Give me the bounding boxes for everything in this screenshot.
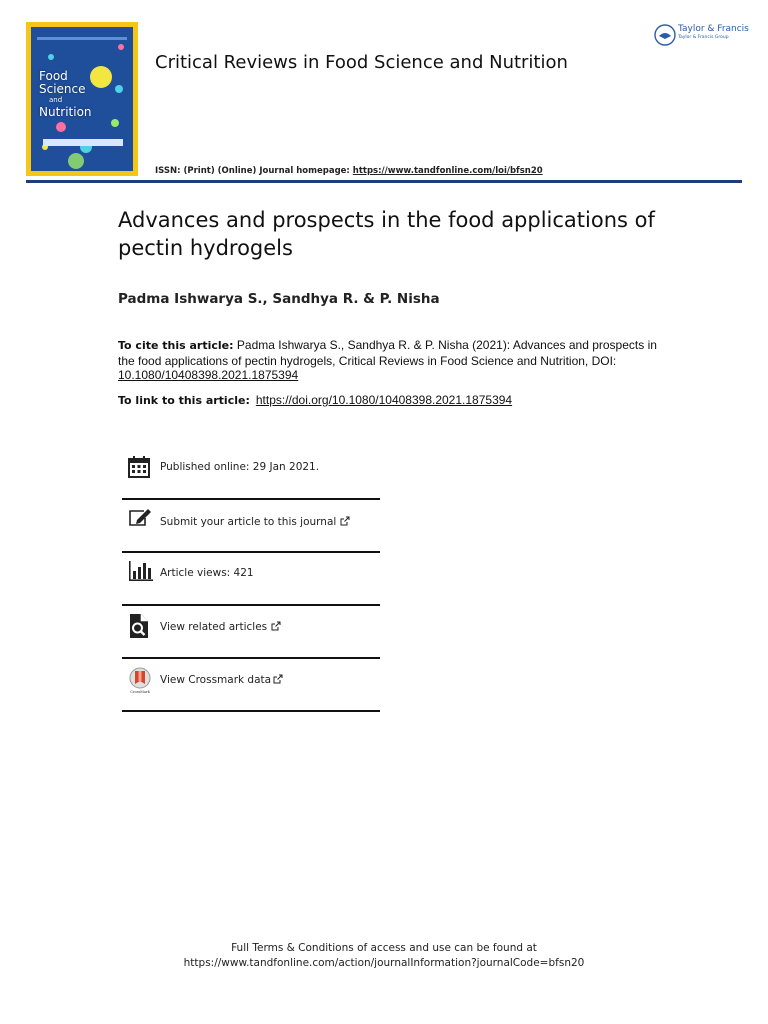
cite-text: Padma Ishwarya S., Sandhya R. & P. Nisha (2021): Advances and prospects in the food applications of pectin hydrogels, Critical Reviews in Food Science and Nutrition, DOI: (118, 338, 657, 368)
cover-title-word: Food (39, 69, 68, 83)
citation-block (118, 338, 658, 383)
cover-title-word: Nutrition (39, 105, 92, 119)
publisher-logo-icon (654, 24, 676, 46)
journal-homepage-link[interactable]: https://www.tandfonline.com/loi/bfsn20 (352, 166, 543, 176)
crossmark-link[interactable] (160, 674, 283, 686)
external-link-icon (271, 621, 281, 631)
article-link-line (118, 393, 512, 407)
publisher-name: Taylor & Francis (678, 24, 749, 34)
cite-label: To cite this article: (118, 339, 234, 352)
list-divider (122, 657, 380, 659)
issn-label: ISSN: (Print) (Online) Journal homepage: (155, 166, 353, 176)
cover-title-word: Science (39, 82, 86, 96)
journal-cover-image (26, 22, 138, 176)
external-link-icon (340, 516, 350, 526)
crossmark-logo-text: CrossMark (130, 690, 150, 694)
bar-chart-icon (128, 560, 150, 586)
crossmark-icon (126, 666, 154, 692)
terms-text: Full Terms & Conditions of access and use can be found at (231, 942, 537, 954)
article-authors: Padma Ishwarya S., Sandhya R. & P. Nisha (118, 291, 440, 307)
crossmark-label: View Crossmark data (160, 674, 272, 686)
header-divider (26, 180, 742, 183)
link-label: To link to this article: (118, 394, 250, 407)
list-divider (122, 498, 380, 500)
cite-doi-link[interactable]: 10.1080/10408398.2021.1875394 (118, 368, 299, 382)
publisher-group: Taylor & Francis Group (678, 35, 729, 40)
article-title: Advances and prospects in the food applications of pectin hydrogels (118, 208, 655, 260)
document-search-icon (128, 613, 150, 639)
terms-url[interactable]: https://www.tandfonline.com/action/journalInformation?journalCode=bfsn20 (183, 957, 585, 969)
cover-title-word: and (49, 96, 63, 104)
related-articles-link[interactable] (160, 621, 281, 633)
published-date: Published online: 29 Jan 2021. (160, 461, 320, 473)
list-divider (122, 551, 380, 553)
article-doi-link[interactable]: https://doi.org/10.1080/10408398.2021.1875394 (255, 393, 513, 407)
related-articles-label: View related articles (160, 621, 268, 633)
cover-artwork (31, 27, 133, 171)
calendar-icon (128, 455, 150, 481)
list-divider (122, 710, 380, 712)
edit-icon (128, 507, 150, 533)
list-divider (122, 604, 380, 606)
submit-article-label: Submit your article to this journal (160, 516, 337, 528)
external-link-icon (273, 674, 283, 684)
issn-line (155, 166, 543, 176)
submit-article-link[interactable] (160, 516, 350, 528)
article-views-count: Article views: 421 (160, 567, 254, 579)
journal-title: Critical Reviews in Food Science and Nutrition (155, 52, 568, 73)
cover-decoration (31, 27, 133, 171)
